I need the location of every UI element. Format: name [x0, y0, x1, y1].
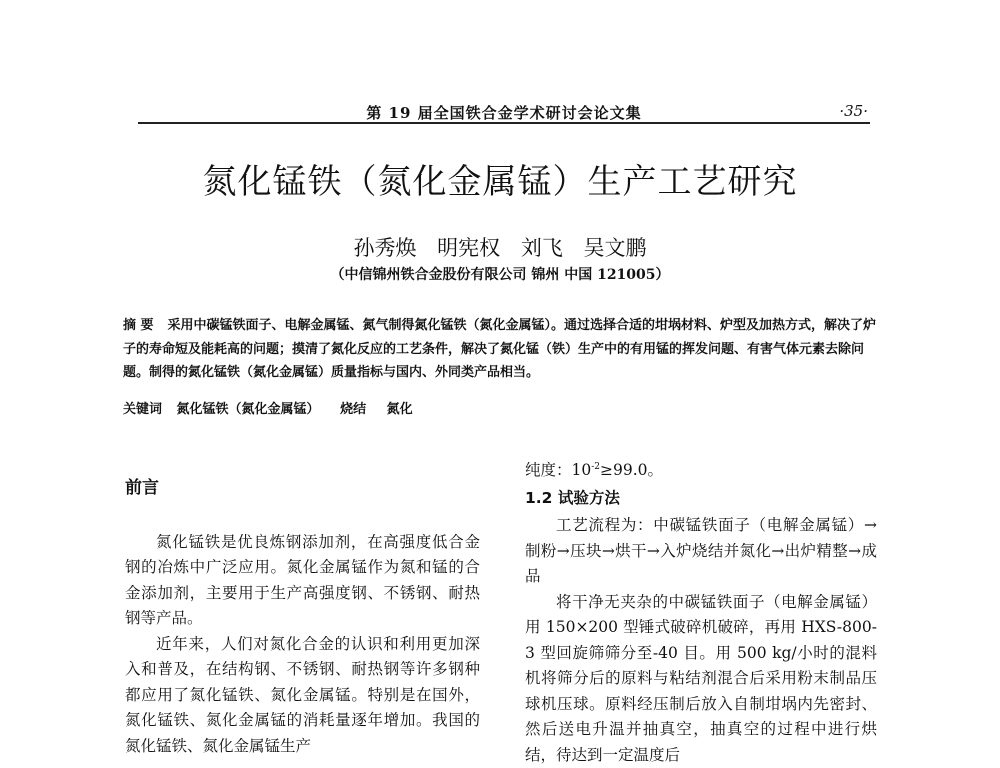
body-paragraph: 将干净无夹杂的中碳锰铁面子（电解金属锰）用 150×200 型锤式破碎机破碎，再用 HXS-800-3 型回旋筛筛分至-40 目。用 500 kg/小时的混料机将筛分后的原料与粘结剂混合后采用粉末制品压球机压球。原料经压制后放入自制坩埚内先密封、然后送电升温并抽真空，抽真空的过程中进行烘结，待达到一定温度后: [525, 592, 877, 764]
body-paragraph: 氮化锰铁是优良炼钢添加剂，在高强度低合金钢的冶炼中广泛应用。氮化金属锰作为氮和锰的合金添加剂，主要用于生产高强度钢、不锈钢、耐热钢等产品。: [125, 532, 480, 627]
paper-title: 氮化锰铁（氮化金属锰）生产工艺研究: [202, 162, 798, 202]
abstract-label: 摘 要: [123, 318, 154, 333]
journal-title: 第 19 届全国铁合金学术研讨会论文集: [366, 104, 642, 122]
right-column: [525, 455, 877, 768]
running-header: [138, 102, 870, 122]
keyword-item: 氮化: [386, 402, 413, 417]
purity-exponent: -2: [591, 462, 601, 472]
purity-prefix: 纯度：10: [525, 461, 592, 480]
page-number: ·35·: [839, 102, 868, 120]
keywords: [123, 398, 888, 417]
body-paragraph: 近年来，人们对氮化合金的认识和利用更加深入和普及，在结构钢、不锈钢、耐热钢等许多钢种都应用了氮化锰铁、氮化金属锰。特别是在国外，氮化锰铁、氮化金属锰的消耗量逐年增加。我国的氮化锰铁、氮化金属锰生产: [125, 634, 480, 755]
abstract-text: 采用中碳锰铁面子、电解金属锰、氮气制得氮化锰铁（氮化金属锰）。通过选择合适的坩埚材料、炉型及加热方式，解决了炉子的寿命短及能耗高的问题；摸清了氮化反应的工艺条件，解决了氮化锰（铁）生产中的有用锰的挥发问题、有害气体元素去除问题。制得的氮化锰铁（氮化金属锰）质量指标与国内、外同类产品相当。: [123, 318, 877, 380]
keywords-label: 关键词: [123, 402, 163, 417]
purity-line: [525, 455, 877, 484]
subsection-title: 1.2 试验方法: [525, 488, 620, 507]
affiliation: （中信锦州铁合金股份有限公司 锦州 中国 121005）: [330, 267, 670, 283]
section-title-preface: 前言: [125, 478, 159, 498]
body-paragraph: 工艺流程为：中碳锰铁面子（电解金属锰）→制粉→压块→烘干→入炉烧结并氮化→出炉精整→成品: [525, 516, 877, 586]
keyword-item: 烧结: [340, 402, 367, 417]
authors: 孙秀焕 明宪权 刘飞 吴文鹏: [353, 236, 647, 260]
abstract: [123, 314, 888, 385]
keyword-item: 氮化锰铁（氮化金属锰）: [176, 402, 320, 417]
purity-suffix: ≥99.0。: [600, 461, 664, 480]
left-column: [125, 470, 480, 759]
header-rule: [138, 122, 870, 124]
